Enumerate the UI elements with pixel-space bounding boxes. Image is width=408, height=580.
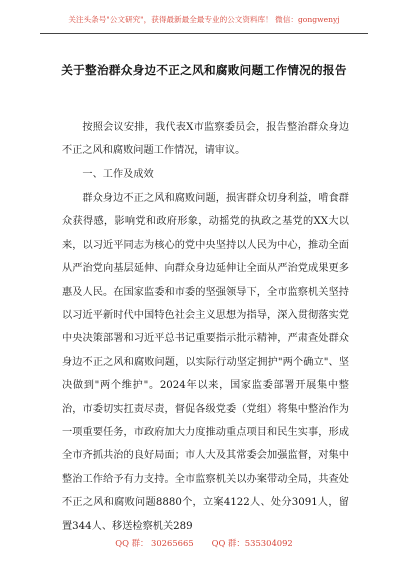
header-divider	[40, 33, 368, 34]
section-heading-block	[62, 163, 349, 186]
body-paragraph	[62, 187, 349, 538]
header-promo-note: 关注头条号"公文研究"，获得最新最全最专业的公文资料库！ 微信：gongwenyj	[68, 15, 340, 24]
section-heading: 一、工作及成效	[82, 169, 154, 180]
footer-qq-group-2: QQ 群：535304092	[211, 538, 293, 548]
body-paragraph-text: 群众身边不正之风和腐败问题，损害群众切身利益，啃食群众获得感，影响党和政府形象，动摇党的执政之基党的XX大以来，以习近平同志为核心的党中央坚持以人民为中心，推动全面从严治党向基层延伸、向群众身边延伸让全面从严治党成果更多惠及人民。在国家监委和市委的坚强领导下，全市监察机关坚持以习近平新时代中国特色社会主义思想为指导，深入贯彻落实党中央决策部署和习近平总书记重要指示批示精神，严肃查处群众身边不正之风和腐败问题，以实际行动坚定拥护"两个确立"、坚决做到"两个维护"。2024年以来，国家监委部署开展集中整治，市委切实扛责尽责，督促各级党委（党组）将集中整治作为一项重要任务，市政府加大力度推动重点项目和民生实事，形成全市齐抓共治的良好局面；市人大及其常委会加强监督，对集中整治工作给予有力支持。全市监察机关以办案带动全局，共查处不正之风和腐败问题8880个，立案4122人、处分3091人，留置344人、移送检察机关289	[62, 193, 349, 532]
intro-text: 按照会议安排，我代表X市监察委员会，报告整治群众身边不正之风和腐败问题工作情况，请审议。	[62, 122, 349, 157]
intro-paragraph	[62, 116, 349, 163]
document-title: 关于整治群众身边不正之风和腐败问题工作情况的报告	[61, 63, 347, 77]
footer-qq-groups	[0, 537, 408, 549]
footer-qq-group-1: QQ 群： 30265665	[115, 538, 194, 548]
